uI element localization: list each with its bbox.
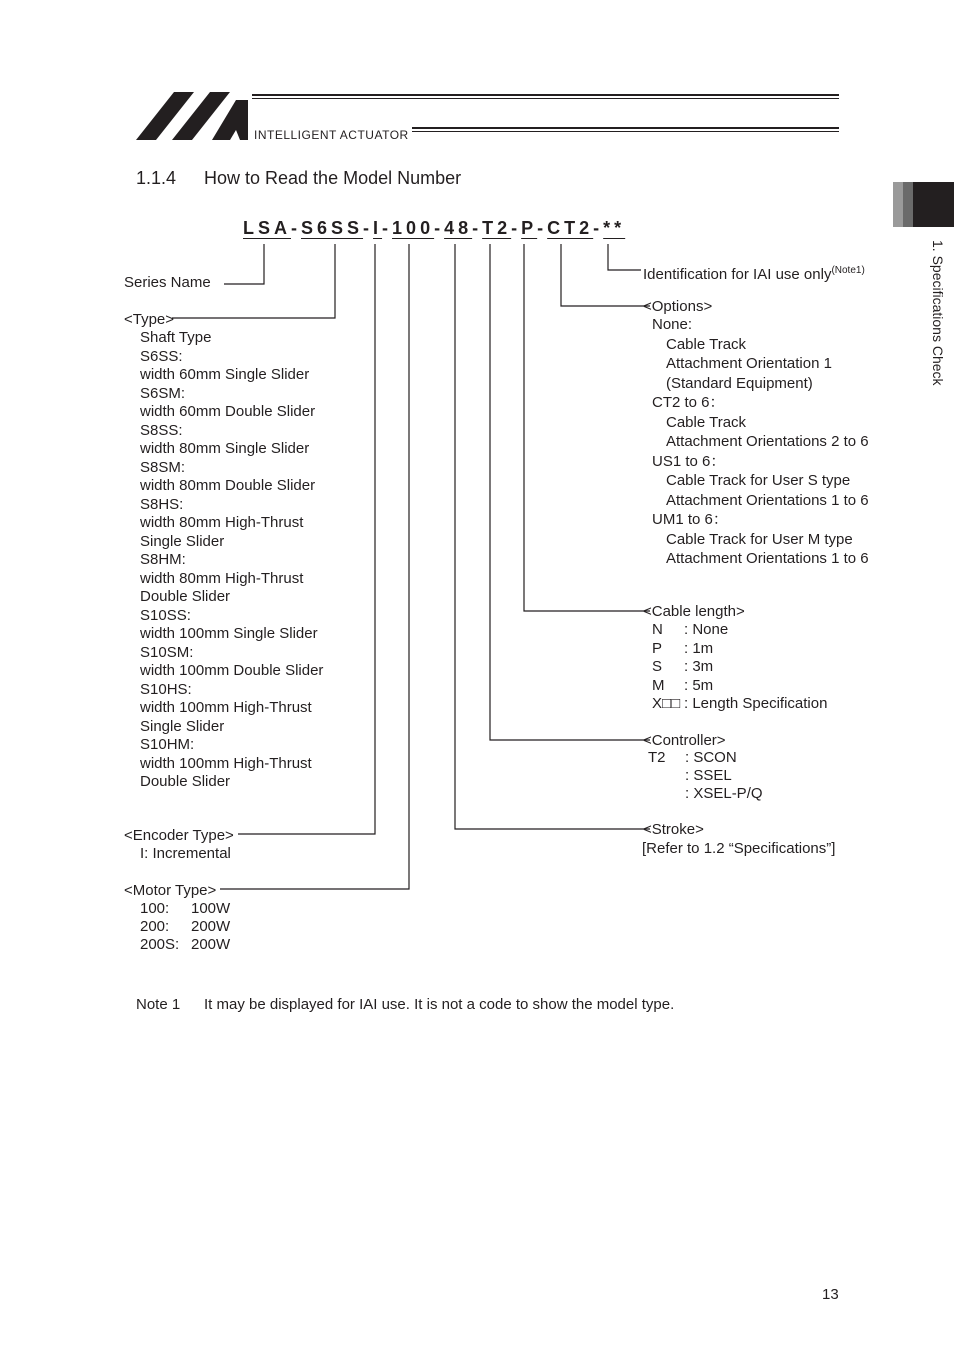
stroke-heading: <Stroke> — [643, 821, 704, 838]
type-line: S10HM: — [140, 736, 195, 753]
cable-list — [652, 621, 827, 714]
motor-value: 200W — [191, 936, 231, 953]
type-line: width 60mm Double Slider — [140, 403, 316, 420]
options-line: Cable Track for User M type — [666, 530, 853, 548]
type-line: S6SM: — [140, 384, 186, 402]
controller-list — [648, 749, 763, 803]
cable-value: : 3m — [684, 658, 714, 675]
type-heading: <Type> — [124, 311, 175, 328]
logo-text: INTELLIGENT ACTUATOR — [254, 128, 409, 142]
cable-code: P — [652, 639, 663, 657]
section-title: How to Read the Model Number — [204, 168, 462, 188]
note-ref: (Note1) — [831, 265, 865, 276]
code-motor: 100 — [392, 218, 435, 238]
type-line: width 80mm High-Thrust — [140, 514, 304, 531]
options-line: UM1 to 6： — [652, 511, 728, 528]
cable-row — [652, 695, 827, 714]
note-text: It may be displayed for IAI use. It is not a code to show the model type. — [204, 996, 675, 1013]
type-line: Double Slider — [140, 773, 231, 790]
cable-code: S — [652, 658, 663, 675]
model-code: LSA-S6SS-I-100-48-T2-P-CT2-** — [243, 218, 626, 238]
type-line: S8SS: — [140, 421, 183, 439]
type-line: width 60mm Single Slider — [140, 366, 310, 383]
type-line: Double Slider — [140, 588, 231, 605]
type-line: S8HM: — [140, 551, 186, 568]
type-line: S10SM: — [140, 643, 194, 661]
code-options: CT2 — [547, 218, 594, 238]
cable-code: M — [652, 676, 665, 694]
motor-code: 100: — [140, 900, 170, 917]
type-line: S6SS: — [140, 347, 183, 365]
cable-heading: <Cable length> — [643, 603, 745, 620]
page-number: 13 — [822, 1286, 839, 1303]
options-line: Attachment Orientations 1 to 6 — [666, 491, 869, 509]
cable-row — [652, 658, 827, 677]
identification-label: Identification for IAI use only$^{(Note1)}$ — [643, 265, 865, 283]
cable-row — [652, 640, 827, 659]
options-line: Cable Track — [666, 413, 747, 431]
cable-value: : Length Specification — [684, 695, 828, 712]
cable-code: N — [652, 621, 663, 638]
options-heading: <Options> — [643, 298, 713, 315]
motor-heading: <Motor Type> — [124, 882, 217, 899]
cable-value: : None — [684, 621, 729, 638]
type-line: Single Slider — [140, 717, 225, 735]
cable-value: : 5m — [684, 676, 714, 694]
encoder-value: I: Incremental — [140, 845, 231, 862]
controller-row — [648, 785, 763, 803]
code-stroke: 48 — [444, 218, 473, 238]
type-line: S8SM: — [140, 458, 186, 476]
code-identification: ** — [603, 218, 626, 238]
controller-value: : XSEL-P/Q — [685, 785, 763, 802]
type-line: S8HS: — [140, 495, 184, 513]
type-line: Shaft Type — [140, 329, 212, 346]
type-line: width 100mm High-Thrust — [140, 699, 312, 716]
options-line: Attachment Orientation 1 — [666, 355, 832, 372]
options-line: Attachment Orientations 2 to 6 — [666, 433, 869, 450]
type-line: width 100mm High-Thrust — [140, 754, 312, 772]
series-name-label: Series Name — [124, 274, 211, 291]
type-list — [140, 329, 323, 792]
type-line: width 80mm Double Slider — [140, 477, 316, 494]
type-line: width 80mm High-Thrust — [140, 569, 304, 587]
controller-heading: <Controller> — [643, 732, 726, 749]
cable-row — [652, 621, 827, 640]
motor-row — [140, 918, 230, 936]
stroke-reference: [Refer to 1.2 “Specifications”] — [642, 840, 836, 857]
code-cable: P — [521, 218, 538, 238]
motor-row — [140, 936, 230, 954]
code-series: LSA — [243, 218, 291, 238]
options-line: (Standard Equipment) — [666, 374, 813, 392]
note-label: Note 1 — [136, 996, 181, 1013]
options-line: Cable Track for User S type — [666, 472, 851, 489]
motor-code: 200S: — [140, 936, 180, 953]
type-line: width 100mm Single Slider — [140, 625, 318, 642]
section-number: 1.1.4 — [136, 168, 177, 188]
options-line: Attachment Orientations 1 to 6 — [666, 550, 869, 567]
cable-value: : 1m — [684, 639, 714, 657]
controller-value: : SCON — [685, 749, 737, 766]
cable-code: X□□ — [652, 695, 681, 712]
motor-value: 100W — [191, 900, 231, 917]
options-list — [652, 316, 869, 570]
type-line: S10SS: — [140, 606, 191, 624]
controller-row — [648, 749, 763, 767]
type-line: width 80mm Single Slider — [140, 440, 310, 457]
code-type: S6SS — [301, 218, 364, 238]
controller-row — [648, 767, 763, 785]
motor-row — [140, 900, 230, 918]
motor-value: 200W — [191, 918, 231, 935]
controller-value: : SSEL — [685, 767, 732, 784]
motor-code: 200: — [140, 918, 170, 935]
type-line: width 100mm Double Slider — [140, 662, 324, 679]
cable-row — [652, 677, 827, 696]
side-tab-label: 1. Specifications Check — [930, 240, 946, 386]
options-line: CT2 to 6： — [652, 394, 725, 411]
options-line: None: — [652, 316, 693, 333]
encoder-heading: <Encoder Type> — [124, 827, 234, 844]
code-encoder: I — [373, 218, 383, 238]
type-line: S10HS: — [140, 680, 192, 698]
options-line: US1 to 6： — [652, 452, 726, 470]
code-controller: T2 — [482, 218, 512, 238]
options-line: Cable Track — [666, 335, 747, 353]
motor-list — [140, 900, 230, 954]
type-line: Single Slider — [140, 532, 225, 550]
controller-code: T2 — [648, 749, 666, 766]
